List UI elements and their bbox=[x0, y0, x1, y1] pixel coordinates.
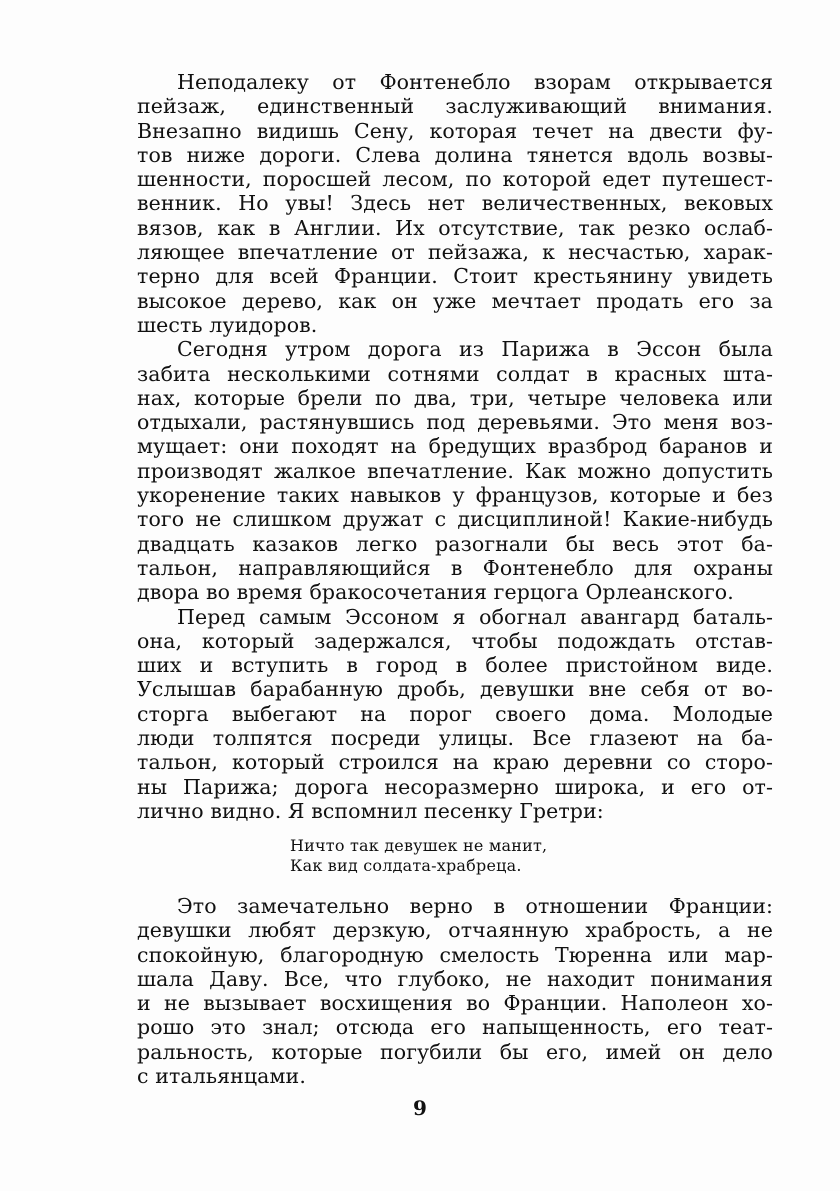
paragraph-2-line: забита несколькими сотнями солдат в красных шта- bbox=[137, 361, 773, 386]
paragraph-2-line: укоренение таких навыков у французов, которые и без bbox=[137, 483, 773, 508]
page-number: 9 bbox=[413, 1096, 427, 1120]
paragraph-4-line: девушки любят дерзкую, отчаянную храбрость, а не bbox=[137, 918, 773, 943]
paragraph-1-line: Внезапно видишь Сену, которая течет на двести фу- bbox=[137, 118, 773, 143]
paragraph-4-line: с итальянцами. bbox=[137, 1064, 306, 1089]
paragraph-3-line: Услышав барабанную дробь, девушки вне себя от во- bbox=[137, 677, 773, 702]
paragraph-1-line: Неподалеку от Фонтенебло взорам открывается bbox=[177, 70, 773, 94]
main-text-column bbox=[137, 70, 773, 823]
paragraph-4-line: ральность, которые погубили бы его, имей он дело bbox=[137, 1039, 773, 1064]
paragraph-3-line: люди толпятся посреди улицы. Все глазеют на ба- bbox=[137, 726, 773, 751]
paragraph-3-line: Перед самым Эссоном я обогнал авангард баталь- bbox=[177, 604, 773, 629]
paragraph-1-line: шенности, поросшей лесом, по которой едет путешест- bbox=[137, 167, 773, 192]
paragraph-3-line: тальон, который строился на краю деревни со сторо- bbox=[137, 750, 773, 775]
verse-line: Как вид солдата-храбреца. bbox=[290, 856, 522, 875]
paragraph-4-line: и не вызывает восхищения во Франции. Наполеон хо- bbox=[137, 991, 773, 1016]
paragraph-2-line: двора во время бракосочетания герцога Орлеанского. bbox=[137, 580, 734, 605]
paragraph-2-line: тальон, направляющийся в Фонтенебло для охраны bbox=[137, 555, 773, 580]
paragraph-3-line: ны Парижа; дорога несоразмерно широка, и его от- bbox=[137, 774, 773, 799]
paragraph-2-line: отдыхали, растянувшись под деревьями. Это меня воз- bbox=[137, 410, 773, 435]
paragraph-3-line: сторга выбегают на порог своего дома. Молодые bbox=[137, 701, 773, 726]
paragraph-1-line: вязов, как в Англии. Их отсутствие, так резко ослаб- bbox=[137, 215, 773, 240]
verse-line: Ничто так девушек не манит, bbox=[290, 836, 548, 855]
paragraph-1-line: терно для всей Франции. Стоит крестьянину увидеть bbox=[137, 264, 773, 289]
paragraph-2-line: нах, которые брели по два, три, четыре человека или bbox=[137, 385, 773, 410]
paragraph-1-line: шесть луидоров. bbox=[137, 312, 318, 337]
paragraph-2-line: Сегодня утром дорога из Парижа в Эссон была bbox=[177, 337, 773, 362]
paragraph-1-line: венник. Но увы! Здесь нет величественных, вековых bbox=[137, 191, 773, 216]
verse-quote bbox=[290, 836, 590, 876]
paragraph-2-line: того не слишком дружат с дисциплиной! Какие-нибудь bbox=[137, 507, 773, 532]
paragraph-4-line: шала Даву. Все, что глубоко, не находит понимания bbox=[137, 966, 773, 991]
paragraph-1-line: пейзаж, единственный заслуживающий внимания. bbox=[137, 94, 773, 119]
paragraph-4-line: Это замечательно верно в отношении Франции: bbox=[177, 894, 773, 918]
paragraph-3-line: она, который задержался, чтобы подождать отстав- bbox=[137, 628, 773, 653]
paragraph-1-line: ляющее впечатление от пейзажа, к несчастью, харак- bbox=[137, 240, 773, 265]
closing-text-column bbox=[137, 894, 773, 1088]
paragraph-2-line: двадцать казаков легко разогнали бы весь этот ба- bbox=[137, 531, 773, 556]
paragraph-2-line: мущает: они походят на бредущих вразброд баранов и bbox=[137, 434, 773, 459]
paragraph-4-line: рошо это знал; отсюда его напыщенность, его теат- bbox=[137, 1015, 773, 1040]
paragraph-2-line: производят жалкое впечатление. Как можно допустить bbox=[137, 458, 773, 483]
paragraph-1-line: высокое дерево, как он уже мечтает продать его за bbox=[137, 288, 773, 313]
paragraph-3-line: лично видно. Я вспомнил песенку Гретри: bbox=[137, 798, 604, 823]
paragraph-3-line: ших и вступить в город в более пристойном виде. bbox=[137, 653, 773, 678]
paragraph-4-line: спокойную, благородную смелость Тюренна или мар- bbox=[137, 942, 773, 967]
paragraph-1-line: тов ниже дороги. Слева долина тянется вдоль возвы- bbox=[137, 142, 773, 167]
